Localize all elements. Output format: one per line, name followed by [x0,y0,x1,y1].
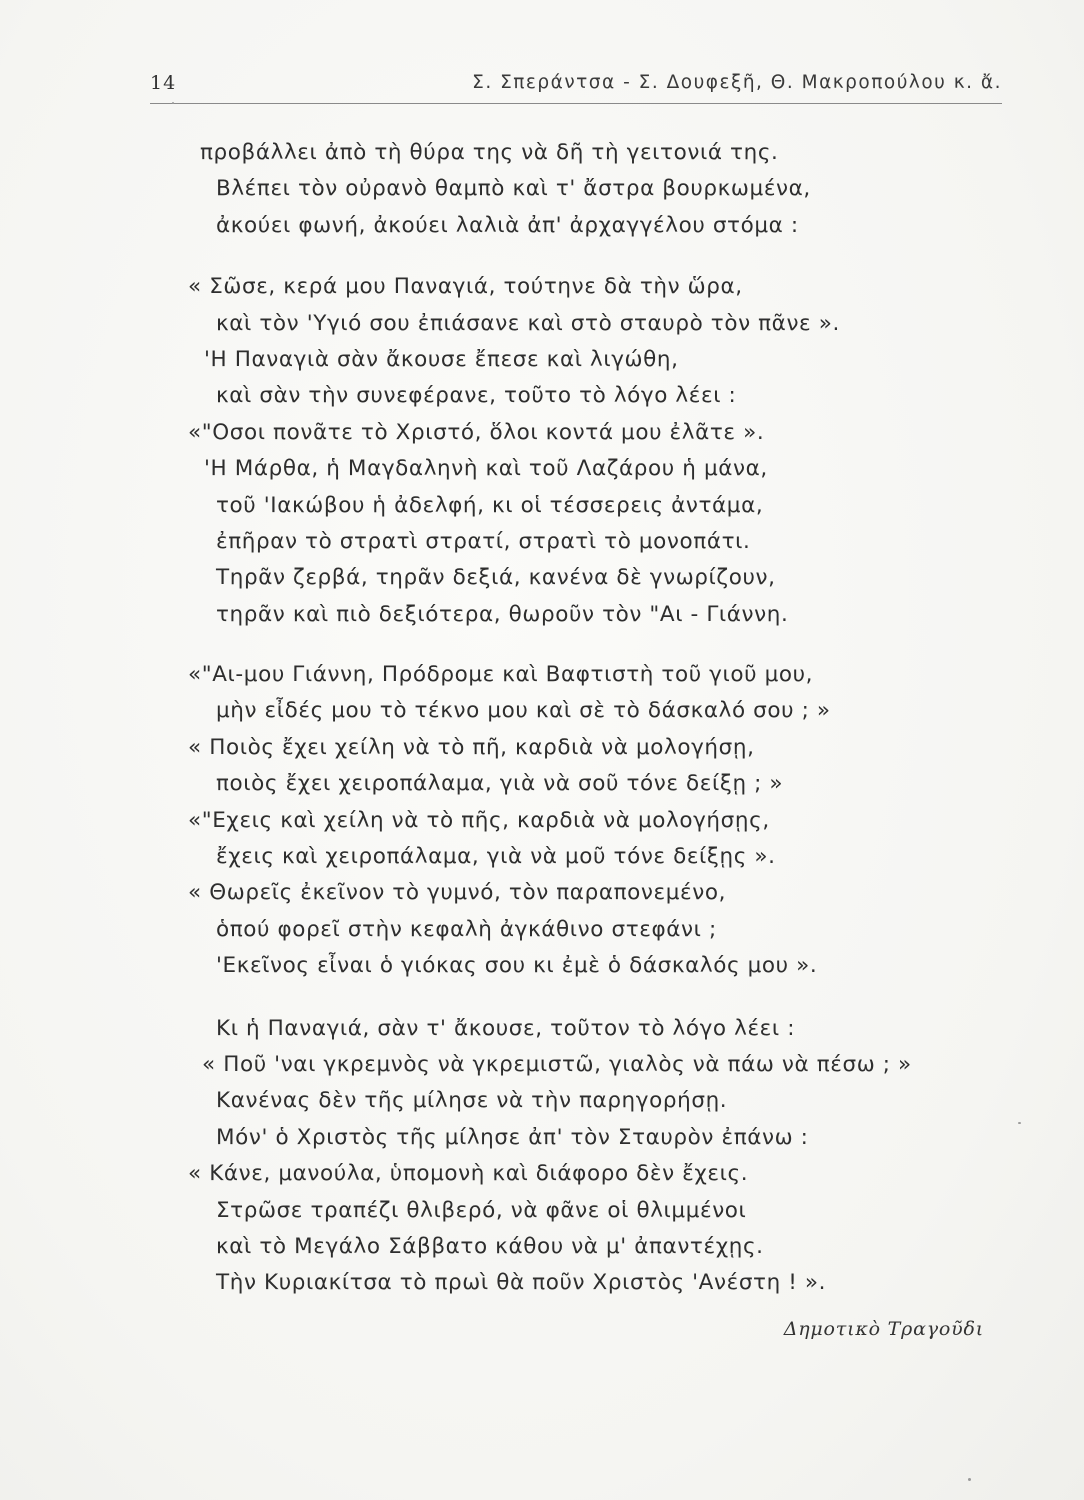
verse-line: Τηρᾶν ζερβά, τηρᾶν δεξιά, κανένα δὲ γνωρίζουν, [216,565,776,591]
stanza [188,1011,1000,1302]
page-header [150,68,1002,100]
verse-line: ποιὸς ἔχει χειροπάλαμα, γιὰ νὰ σοῦ τόνε δείξῃ ; » [216,771,784,797]
verse-line: « Θωρεῖς ἐκεῖνον τὸ γυμνό, τὸν παραπονεμένο, [188,880,727,906]
poem-body [188,135,1000,1302]
paper-speck [172,102,174,104]
verse-line: Μόν' ὁ Χριστὸς τῆς μίλησε ἀπ' τὸν Σταυρὸν ἐπάνω : [216,1124,809,1150]
verse-line: «"Αι-μου Γιάννη, Πρόδρομε καὶ Βαφτιστὴ τοῦ γιοῦ μου, [188,662,814,688]
verse-line: 'Η Παναγιὰ σὰν ἄκουσε ἔπεσε καὶ λιγώθη, [204,346,679,372]
verse-line: μὴν εἶδές μου τὸ τέκνο μου καὶ σὲ τὸ δάσκαλό σου ; » [216,698,831,724]
running-head: Σ. Σπεράντσα - Σ. Δουφεξῆ, Θ. Μακροπούλου κ. ἄ. [472,72,1002,93]
verse-line: ἀκούει φωνή, ἀκούει λαλιὰ ἀπ' ἀρχαγγέλου στόμα : [216,212,799,238]
verse-line: προβάλλει ἀπὸ τὴ θύρα της νὰ δῆ τὴ γειτονιά της. [200,140,779,165]
verse-line: Βλέπει τὸν οὐρανὸ θαμπὸ καὶ τ' ἄστρα βουρκωμένα, [216,176,811,202]
paper-speck [1018,1122,1021,1124]
verse-line: ὁπού φορεῖ στὴν κεφαλὴ ἀγκάθινο στεφάνι ; [216,916,717,942]
page-number: 14 [150,72,177,94]
stanza [188,269,1000,633]
signature-attribution: Δημοτικὸ Τραγοῦδι [783,1318,984,1340]
verse-line: Κι ἡ Παναγιά, σὰν τ' ἄκουσε, τοῦτον τὸ λόγο λέει : [216,1015,796,1041]
verse-line: τηρᾶν καὶ πιὸ δεξιότερα, θωροῦν τὸν "Αι - Γιάννη. [216,601,789,627]
verse-line: 'Η Μάρθα, ἡ Μαγδαληνὴ καὶ τοῦ Λαζάρου ἡ μάνα, [204,456,768,482]
verse-line: τοῦ 'Ιακώβου ἡ ἀδελφή, κι οἱ τέσσερεις ἀντάμα, [216,492,764,518]
verse-line: καὶ τὸ Μεγάλο Σάββατο κάθου νὰ μ' ἀπαντέχῃς. [216,1233,764,1259]
stanza [188,657,1000,985]
verse-line: 'Εκεῖνος εἶναι ὁ γιόκας σου κι ἐμὲ ὁ δάσκαλός μου ». [216,953,818,979]
verse-line: ἔχεις καὶ χειροπάλαμα, γιὰ νὰ μοῦ τόνε δείξῃς ». [216,844,776,870]
verse-line: καὶ τὸν 'Υγιό σου ἐπιάσανε καὶ στὸ σταυρὸ τὸν πᾶνε ». [216,310,840,336]
verse-line: Κανένας δὲν τῆς μίλησε νὰ τὴν παρηγορήσῃ. [216,1088,728,1114]
verse-line: « Σῶσε, κερά μου Παναγιά, τούτηνε δὰ τὴν ὥρα, [188,274,743,300]
verse-line: «"Εχεις καὶ χείλη νὰ τὸ πῆς, καρδιὰ νὰ μολογήσῃς, [188,807,770,833]
stanza [200,135,1000,244]
paper-speck [968,1478,971,1481]
verse-line: Τὴν Κυριακίτσα τὸ πρωὶ θὰ ποῦν Χριστὸς 'Ανέστη ! ». [216,1270,827,1296]
verse-line: καὶ σὰν τὴν συνεφέρανε, τοῦτο τὸ λόγο λέει : [216,383,737,409]
verse-line: « Ποιὸς ἔχει χείλη νὰ τὸ πῆ, καρδιὰ νὰ μολογήσῃ, [188,734,755,760]
verse-line: ἐπῆραν τὸ στρατὶ στρατί, στρατὶ τὸ μονοπάτι. [216,528,751,554]
header-rule [150,103,1002,104]
verse-line: Στρῶσε τραπέζι θλιβερό, νὰ φᾶνε οἱ θλιμμένοι [216,1197,747,1223]
verse-line: « Ποῦ 'ναι γκρεμνὸς νὰ γκρεμιστῶ, γιαλὸς νὰ πάω νὰ πέσω ; » [202,1051,912,1077]
verse-line: « Κάνε, μανούλα, ὑπομονὴ καὶ διάφορο δὲν ἔχεις. [188,1161,749,1187]
verse-line: «"Οσοι πονᾶτε τὸ Χριστό, ὅλοι κοντά μου ἐλᾶτε ». [188,419,765,445]
